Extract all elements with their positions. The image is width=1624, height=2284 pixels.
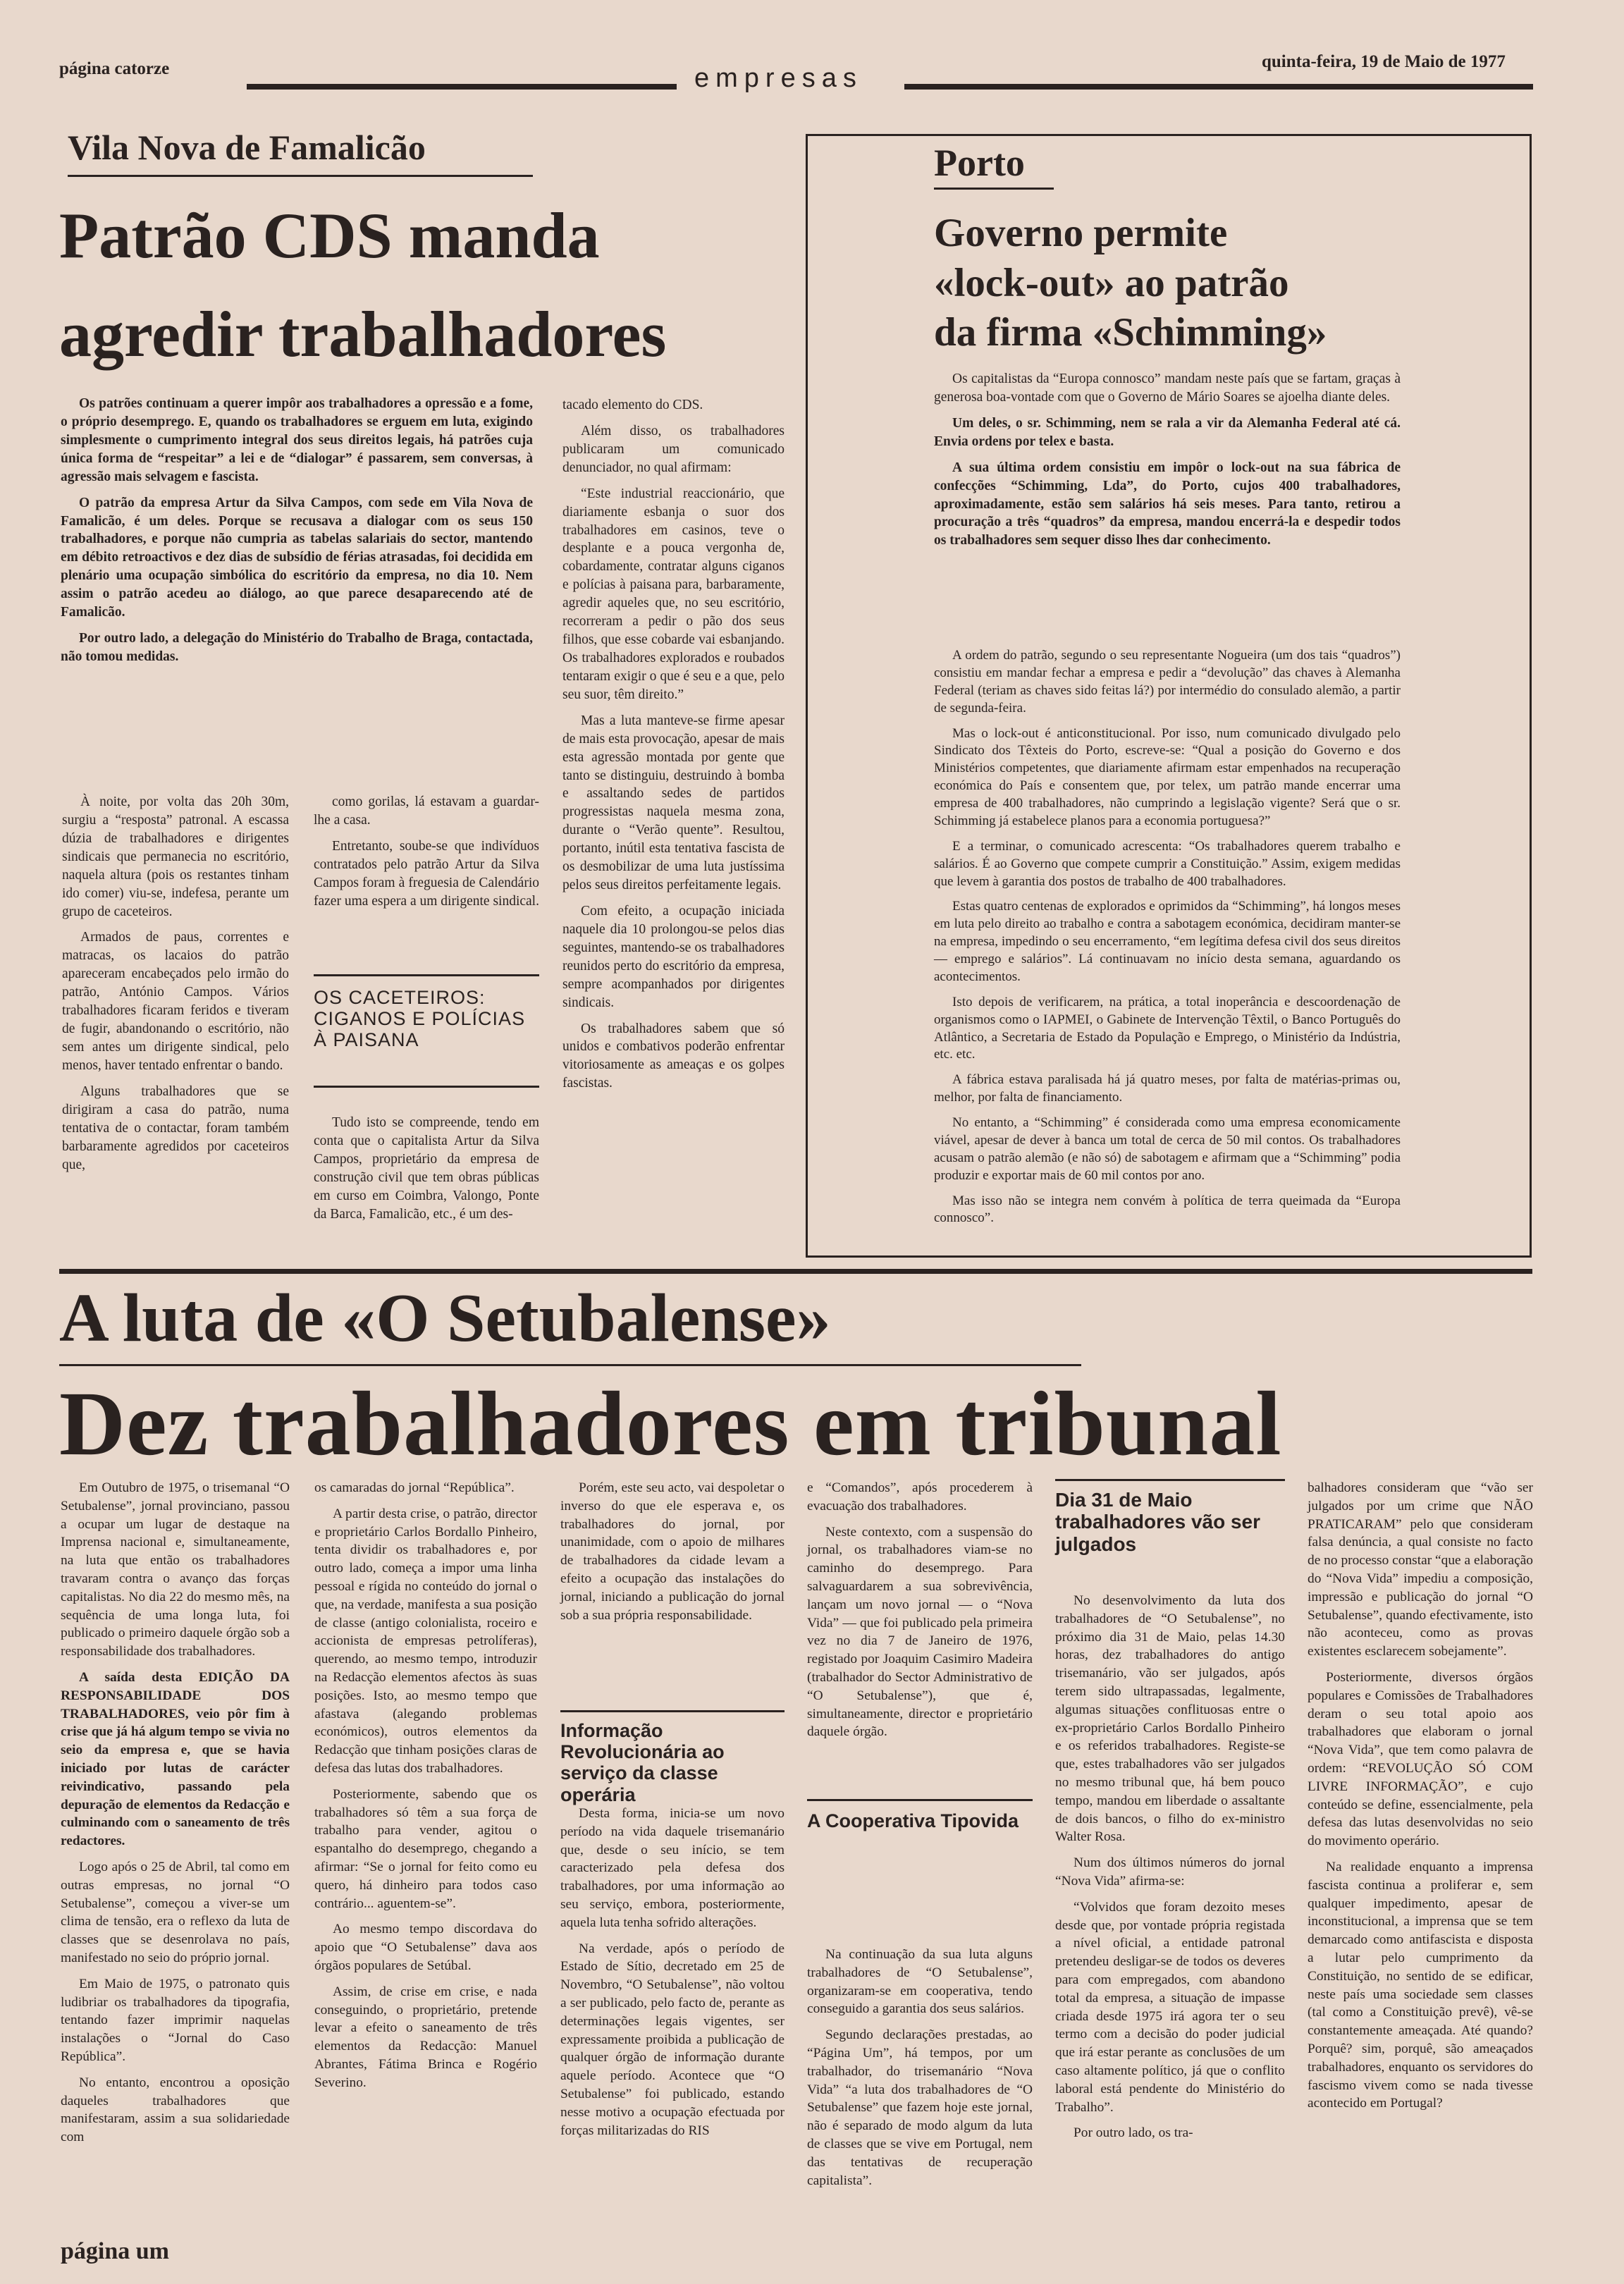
setubalense-column-1	[61, 1479, 290, 2154]
body-paragraph: Estas quatro centenas de explorados e oprimidos da “Schimming”, há longos meses em luta pelo direito ao trabalho e contra a sabotagem económica, decidiram manter-se na empresa, impedindo o seu encerramento, “em legítima defesa civil dos seus direitos — emprego e salários”. Lá continuavam no início desta semana, aguardando os acontecimentos.	[934, 899, 1401, 984]
lead-paragraph: O patrão da empresa Artur da Silva Campos, com sede em Vila Nova de Famalicão, é um deles. Porque se recusava a dialogar com os seus 150 trabalhadores, e porque não cumpria as tabelas salariais do sector, mantendo em débito retroactivos e dez dias de subsídio de férias atrasadas, foi decidida em plenário uma ocupação simbólica do escritório da empresa, no dia 10. Nem assim o patrão acedeu ao diálogo, ao que parece desaparecendo até de Famalicão.	[61, 495, 533, 620]
date-line: quinta-feira, 19 de Maio de 1977	[1262, 52, 1506, 71]
famalicao-headline-line2: agredir trabalhadores	[59, 298, 667, 370]
body-paragraph: tacado elemento do CDS.	[562, 398, 703, 412]
footer-signature: página um	[61, 2238, 169, 2264]
setubalense-subhead-informacao: Informação Revolucionária ao serviço da classe operária	[560, 1720, 725, 1805]
subhead-rule	[314, 1086, 539, 1088]
famalicao-headline-line1: Patrão CDS manda	[59, 199, 600, 271]
body-paragraph: Mas a luta manteve-se firme apesar de mais esta provocação, apesar de mais esta agressão montada por gente que tanto se distinguiu, destruindo à bomba e assaltando sedes de partidos progressistas naquela mesma zona, durante o “Verão quente”. Resultou, portanto, inútil esta tentativa fascista de os desmobilizar de uma luta justíssima pelos seus direitos perfeitamente legais.	[562, 713, 785, 893]
porto-headline-line: Governo permite	[934, 211, 1228, 255]
setubalense-column-3-top	[560, 1479, 785, 1632]
subhead-rule	[1055, 1479, 1285, 1481]
body-paragraph: Com efeito, a ocupação iniciada naquele dia 10 prolongou-se pelos dias seguintes, mantendo-se os trabalhadores reunidos perto do escritório da empresa, sempre acompanhados por dirigentes sindicais.	[562, 903, 785, 1010]
subhead-rule	[314, 974, 539, 976]
porto-headline-line: «lock-out» ao patrão	[934, 260, 1289, 305]
setubalense-column-5	[1055, 1592, 1285, 2150]
body-paragraph: Posteriormente, diversos órgãos populares e Comissões de Trabalhadores deram o seu total apoio aos trabalhadores que elaboram o jornal “Nova Vida”, que tem como palavra de ordem: “REVOLUÇÃO SÓ COM LIVRE INFORMAÇÃO”, e cujo conteúdo se define, essencialmente, pela defesa das lutas desenvolvidas no seio do movimento operário.	[1308, 1669, 1533, 1849]
subhead-rule	[807, 1799, 1033, 1801]
famalicao-lead	[61, 395, 533, 674]
famalicao-column-2-bottom	[314, 1114, 539, 1232]
body-paragraph: Em Outubro de 1975, o trisemanal “O Setubalense”, jornal provinciano, passou a ocupar um lugar de destaque na Imprensa nacional e, simultaneamente, na luta que então os trabalhadores travaram contra o avanço das forças capitalistas. No dia 22 do mesmo mês, na sequência de uma longa luta, foi publicado o primeiro daquele órgão sob a responsabilidade dos trabalhadores.	[61, 1480, 290, 1659]
body-paragraph: e “Comandos”, após procederem à evacuação dos trabalhadores.	[807, 1480, 1033, 1514]
setubalense-subhead-31-maio: Dia 31 de Maio trabalhadores vão ser julgados	[1055, 1489, 1261, 1555]
subhead-rule	[560, 1710, 785, 1712]
body-paragraph: Porém, este seu acto, vai despoletar o inverso do que ele esperava e, os trabalhadores do jornal, por unanimidade, com o apoio de milhares de trabalhadores da cidade levam a efeito a ocupação das instalações do jornal, iniciando a publicação do jornal sob a sua própria responsabilidade.	[560, 1480, 785, 1623]
body-paragraph: Neste contexto, com a suspensão do jornal, os trabalhadores viam-se no caminho do desemprego. Para salvaguardarem a sua sobrevivência, lançam um novo jornal — o “Nova Vida” — que foi publicado pela primeira vez no dia 7 de Janeiro de 1976, registado por Joaquim Casimiro Madeira (trabalhador do Sector Administrativo de “O Setubalense”), que é, simultaneamente, director e proprietário daquele órgão.	[807, 1524, 1033, 1740]
body-paragraph: No desenvolvimento da luta dos trabalhadores de “O Setubalense”, no próximo dia 31 de Maio, pelas 14.30 horas, dez trabalhadores do antigo trisemanário, vão ser julgados, após terem sido ultrapassadas, legalmente, algumas situações conflituosas entre o ex-proprietário Carlos Bordallo Pinheiro e os referidos trabalhadores. Registe-se que, estes trabalhadores vão ser julgados no mesmo tribunal que, há bem pouco tempo, mandou em liberdade o assaltante de dois bancos, o filho do ex-ministro Walter Rosa.	[1055, 1593, 1285, 1845]
body-paragraph: Isto depois de verificarem, na prática, a total inoperância e descoordenação de organismos como o IAPMEI, o Gabinete de Intervenção Têxtil, o Banco Português do Atlântico, a Secretaria de Estado da População e Emprego, o Ministério da Indústria, etc. etc.	[934, 994, 1401, 1062]
porto-lead	[934, 370, 1401, 558]
body-paragraph: Ao mesmo tempo discordava do apoio que “O Setubalense” dava aos órgãos populares de Setúbal.	[314, 1922, 537, 1973]
lead-paragraph: Por outro lado, a delegação do Ministério do Trabalho de Braga, contactada, não tomou medidas.	[61, 631, 533, 664]
body-paragraph: Mas o lock-out é anticonstitucional. Por isso, num comunicado divulgado pelo Sindicato dos Têxteis do Porto, escreve-se: “Qual a posição do Governo e dos Ministérios competentes, que diariamente afirmam estar empenhados na recuperação económica do País e consentem que, por telex, um patrão mande encerrar uma empresa de 400 trabalhadores, não cumprindo a legislação vigente? Será que o sr. Schimming já estabelece planos para a economia portuguesa?”	[934, 725, 1401, 828]
setubalense-subhead-cooperativa: A Cooperativa Tipovida	[807, 1810, 1019, 1831]
body-paragraph: Num dos últimos números do jornal “Nova Vida” afirma-se:	[1055, 1855, 1285, 1889]
setubalense-column-4-top	[807, 1479, 1033, 1749]
famalicao-kicker-underline	[68, 175, 533, 177]
body-paragraph: No entanto, encontrou a oposição daqueles trabalhadores que manifestaram, assim a sua solidariedade com	[61, 2075, 290, 2145]
header-rule-left	[247, 84, 677, 90]
body-paragraph: Posteriormente, sabendo que os trabalhadores só têm a sua força de trabalho para vender, agitou o espantalho do desemprego, chegando a afirmar: “Se o jornal for feito como eu quero, há dinheiro para todos caso contrário... aguentem-se”.	[314, 1786, 537, 1911]
body-paragraph: Tudo isto se compreende, tendo em conta que o capitalista Artur da Silva Campos, proprietário da empresa de construção civil que tem obras públicas em curso em Coimbra, Valongo, Ponte da Barca, Famalicão, etc., é um des-	[314, 1115, 539, 1222]
body-paragraph: A fábrica estava paralisada há já quatro meses, por falta de matérias-primas ou, melhor, por falta de financiamento.	[934, 1072, 1401, 1105]
body-paragraph: os camaradas do jornal “República”.	[314, 1480, 515, 1495]
body-paragraph: Por outro lado, os tra-	[1074, 2125, 1193, 2141]
body-paragraph: como gorilas, lá estavam a guardar-lhe a casa.	[314, 794, 539, 828]
body-paragraph: Entretanto, soube-se que indivíduos contratados pelo patrão Artur da Silva Campos foram à freguesia de Calendário fazer uma espera a um dirigente sindical.	[314, 838, 539, 909]
body-paragraph: Desta forma, inicia-se um novo período na vida daquele trisemanário que, desde o seu início, se tem caracterizado pela defesa dos trabalhadores, por uma informação ao seu serviço, embora, posteriormente, aquela luta tenha sofrido alterações.	[560, 1806, 785, 1930]
setubalense-column-6	[1308, 1479, 1533, 2120]
section-divider-rule	[59, 1269, 1532, 1274]
lead-paragraph: Os patrões continuam a querer impôr aos trabalhadores a opressão e a fome, o próprio desemprego. E, quando os trabalhadores se erguem em luta, exigindo simplesmente o cumprimento integral dos seus direitos legais, há patrões cuja única forma de “respeitar” a lei e de “dialogar” é passarem, sem conversas, à agressão mais selvagem e fascista.	[61, 396, 533, 484]
setubalense-column-3-bottom	[560, 1805, 785, 2147]
setubalense-headline-line2: Dez trabalhadores em tribunal	[59, 1373, 1282, 1475]
famalicao-column-2-top	[314, 793, 539, 919]
porto-body	[934, 647, 1401, 1235]
body-paragraph: A partir desta crise, o patrão, director e proprietário Carlos Bordallo Pinheiro, tenta dividir os trabalhadores e, por outro lado, começa a impor uma linha pessoal e rígida no conteúdo do jornal o que, na verdade, manifesta a sua posição de classe (antigo colonialista, roceiro e accionista de empresas petrolíferas), querendo, ao mesmo tempo, introduzir na Redacção elementos afectos às suas posições. Isto, ao mesmo tempo que afastava (alegando problemas económicos), outros elementos da Redacção que tinham posições claras de defesa das lutas dos trabalhadores.	[314, 1506, 537, 1776]
body-paragraph: E a terminar, o comunicado acrescenta: “Os trabalhadores querem trabalho e salários. É ao Governo que compete cumprir a Constituição.” Assim, exigem medidas que levem à garantia dos postos de trabalho de 400 trabalhadores.	[934, 838, 1401, 889]
famalicao-subhead: OS CACETEIROS: CIGANOS E POLÍCIAS À PAISANA	[314, 987, 526, 1051]
setubalense-headline-line1: A luta de «O Setubalense»	[59, 1280, 831, 1356]
body-paragraph: Além disso, os trabalhadores publicaram um comunicado denunciador, no qual afirmam:	[562, 423, 785, 475]
body-paragraph: Na continuação da sua luta alguns trabalhadores de “O Setubalense”, organizaram-se em cooperativa, tendo conseguido a garantia dos seus salários.	[807, 1947, 1033, 2017]
body-paragraph: Os trabalhadores sabem que só unidos e combativos poderão enfrentar vitoriosamente as ameaças e os golpes fascistas.	[562, 1021, 785, 1091]
headline-underline	[59, 1364, 1081, 1366]
body-paragraph: A ordem do patrão, segundo o seu representante Nogueira (um dos tais “quadros”) consistiu em mandar fechar a empresa e pedir a “devolução” das chaves à Alemanha Federal (teriam as chaves sido feitas lá?) por intermédio do consulado alemão, a partir de segunda-feira.	[934, 648, 1401, 716]
body-paragraph: balhadores consideram que “vão ser julgados por um crime que NÃO PRATICARAM” pelo que consideram falsa denúncia, a qual consiste no facto de no processo constar “que a elaboração do “Nova Vida” impediu a composição, impressão e publicação do jornal “O Setubalense”, quando efectivamente, isto não aconteceu, como as provas existentes esclarecem sobejamente”.	[1308, 1480, 1533, 1659]
body-paragraph: Assim, de crise em crise, e nada conseguindo, o proprietário, pretende levar a efeito o saneamento de três elementos da Redacção: Manuel Abrantes, Fátima Brinca e Rogério Severino.	[314, 1984, 537, 2090]
body-paragraph: No entanto, a “Schimming” é considerada como uma empresa economicamente viável, apesar de dever à banca um total de cerca de 50 mil contos. Os trabalhadores acusam o patrão alemão (e não só) de sabotagem e afirmam que a “Schimming” podia produzir e exportar mais de 60 mil contos por ano.	[934, 1115, 1401, 1183]
body-paragraph: Armados de paus, correntes e matracas, os lacaios do patrão apareceram encabeçados pelo irmão do patrão, António Campos. Vários trabalhadores ficaram feridos e tiveram de fugir, abandonando o escritório, não sem antes um dirigente sindical, pelo menos, haver tentado enfrentar o bando.	[62, 930, 289, 1073]
famalicao-kicker: Vila Nova de Famalicão	[68, 128, 426, 167]
setubalense-column-2	[314, 1479, 537, 2100]
famalicao-column-3	[562, 396, 785, 1100]
body-paragraph: Mas isso não se integra nem convém à política de terra queimada da “Europa connosco”.	[934, 1193, 1401, 1226]
porto-headline-line: da firma «Schimming»	[934, 310, 1327, 355]
porto-kicker: Porto	[934, 142, 1025, 184]
body-paragraph: Na verdade, após o período de Estado de Sítio, decretado em 25 de Novembro, “O Setubalense”, não voltou a ser publicado, pelo facto de, perante as determinações legais vigentes, ser expressamente proibida a publicação de qualquer órgão de informação durante aquele período. Acontece que “O Setubalense” foi publicado, estando nesse motivo a ocupação efectuada por forças militarizadas do RIS	[560, 1941, 785, 2138]
body-paragraph: A saída desta EDIÇÃO DA RESPONSABILIDADE DOS TRABALHADORES, veio pôr fim à crise que já há algum tempo se vivia no seio da empresa e, que se havia iniciado por lutas de carácter reivindicativo, passando pela depuração de elementos da Redacção e culminando com o saneamento de três redactores.	[61, 1669, 290, 1849]
body-paragraph: Segundo declarações prestadas, ao “Página Um”, há tempos, por um trabalhador, do trisemanário “Nova Vida” “a luta dos trabalhadores de “O Setubalense” que fazem hoje este jornal, não é separado de modo algum da luta de classes que se vive em Portugal, nem das tentativas de recuperação capitalista”.	[807, 2027, 1033, 2188]
page-label: página catorze	[59, 59, 170, 78]
body-paragraph: Logo após o 25 de Abril, tal como em outras empresas, no jornal “O Setubalense”, começou a viver-se um clima de tensão, era o reflexo da luta de classes que se desenrolava no país, manifestado no seio do próprio jornal.	[61, 1859, 290, 1965]
famalicao-column-1	[62, 793, 289, 1181]
body-paragraph: Na realidade enquanto a imprensa fascista continua a proliferar e, sem qualquer impedimento, apesar de inconstitucional, a imprensa que se tem demarcado como antifascista e disposta a lutar pelo cumprimento da Constituição, no sentido de se edificar, neste país uma sociedade sem classes (tal como a Constituição prevê), vê-se constantemente ameaçada. Até quando? Porquê? sim, porquê, são ameaçados trabalhadores, enquanto os servidores do fascismo vivem como se nada tivesse acontecido em Portugal?	[1308, 1859, 1533, 2111]
quote-paragraph: “Volvidos que foram dezoito meses desde que, por vontade própria registada a nível oficial, a entidade patronal pretendeu desligar-se de todos os deveres para com empregados, com abandono total da empresa, a situação de impasse criada desde 1975 irá agora ter o seu termo com a decisão do poder judicial que irá estar perante as conclusões de um caso altamente político, já que o conflito laboral está pendente do Ministério do Trabalho”.	[1055, 1899, 1285, 2115]
setubalense-column-4-bottom	[807, 1946, 1033, 2197]
body-paragraph: À noite, por volta das 20h 30m, surgiu a “resposta” patronal. A escassa dúzia de trabalhadores e dirigentes sindicais que permanecia no escritório, naquela altura (pois os restantes tinham ido comer) viu-se, indefesa, perante um grupo de caceteiros.	[62, 794, 289, 919]
header-rule-right	[904, 84, 1533, 90]
porto-headline	[934, 209, 1327, 358]
quote-paragraph: “Este industrial reaccionário, que diariamente esbanja o suor dos trabalhadores em casinos, teve o desplante e a pouca vergonha de, cobardamente, contratar alguns ciganos e polícias à paisana para, barbaramente, agredir aqueles que, no seu escritório, recorreram a pedir o pão dos seus filhos, que esse cobarde vai esbanjando. Os trabalhadores explorados e roubados tentaram exigir o que é seu e a que, pelo seu suor, têm direito.”	[562, 486, 785, 702]
body-paragraph: Alguns trabalhadores que se dirigiram a casa do patrão, numa tentativa de o contactar, foram também barbaramente agredidos por caceteiros que,	[62, 1083, 289, 1172]
lead-paragraph: Um deles, o sr. Schimming, nem se rala a vir da Alemanha Federal até cá. Envia ordens por telex e basta.	[934, 415, 1401, 449]
section-title: empresas	[694, 63, 863, 93]
lead-paragraph: Os capitalistas da “Europa connosco” mandam neste país que se fartam, graças à generosa boa-vontade com que o Governo de Mário Soares se ajoelha diante deles.	[934, 372, 1401, 405]
body-paragraph: Em Maio de 1975, o patronato quis ludibriar os trabalhadores da tipografia, tentando fazer imprimir naquelas instalações o “Jornal do Caso República”.	[61, 1976, 290, 2064]
porto-kicker-underline	[934, 188, 1054, 190]
lead-paragraph: A sua última ordem consistiu em impôr o lock-out na sua fábrica de confecções “Schimming, Lda”, do Porto, cujos 400 trabalhadores, aproximadamente, estão sem salários há seis meses. Para tanto, retirou a procuração a três “quadros” da empresa, mandou encerrá-la e despedir todos os trabalhadores sem sequer disso lhes dar conhecimento.	[934, 460, 1401, 548]
